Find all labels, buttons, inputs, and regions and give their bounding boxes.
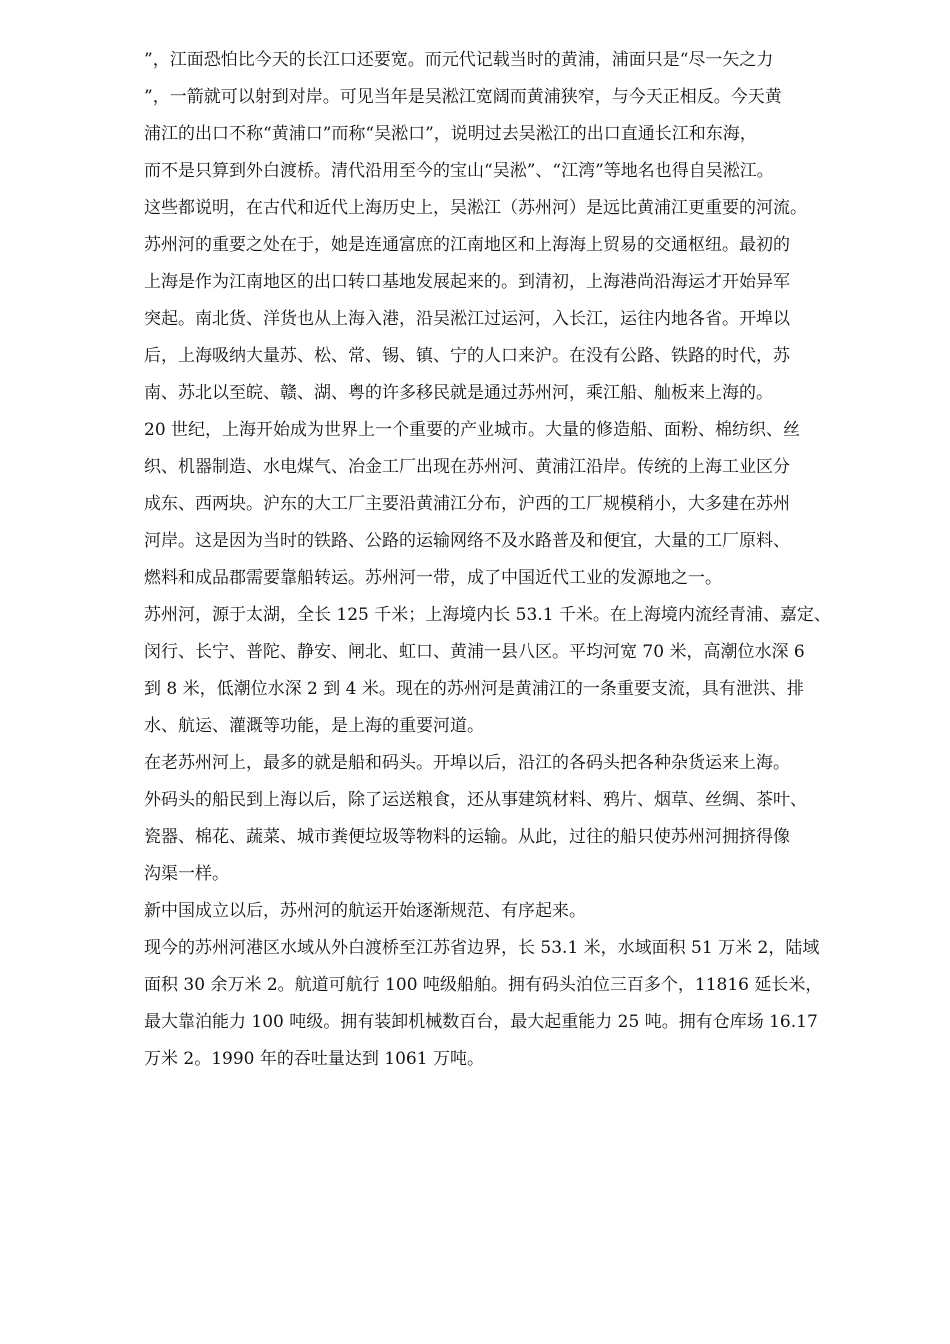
paragraph-3 bbox=[144, 412, 884, 597]
text-line: 苏州河的重要之处在于，她是连通富庶的江南地区和上海海上贸易的交通枢纽。最初的 bbox=[144, 235, 790, 255]
paragraph-7 bbox=[144, 930, 884, 1078]
text-line: 苏州河，源于太湖，全长 125 千米；上海境内长 53.1 千米。在上海境内流经青浦、嘉定、 bbox=[144, 605, 831, 625]
text-line: ”，一箭就可以射到对岸。可见当年是吴淞江宽阔而黄浦狭窄，与今天正相反。今天黄 bbox=[144, 87, 782, 107]
text-line: 万米 2。1990 年的吞吐量达到 1061 万吨。 bbox=[144, 1049, 484, 1069]
paragraph-5 bbox=[144, 745, 884, 893]
text-line: 南、苏北以至皖、赣、湖、粤的许多移民就是通过苏州河，乘江船、舢板来上海的。 bbox=[144, 383, 773, 403]
text-line: 而不是只算到外白渡桥。清代沿用至今的宝山“吴淞”、“江湾”等地名也得自吴淞江。 bbox=[144, 161, 774, 181]
text-line: 在老苏州河上，最多的就是船和码头。开埠以后，沿江的各码头把各种杂货运来上海。 bbox=[144, 753, 790, 773]
text-line: 后，上海吸纳大量苏、松、常、锡、镇、宁的人口来沪。在没有公路、铁路的时代，苏 bbox=[144, 346, 790, 366]
text-line: 上海是作为江南地区的出口转口基地发展起来的。到清初，上海港尚沿海运才开始异军 bbox=[144, 272, 790, 292]
paragraph-6 bbox=[144, 893, 884, 930]
text-line: 外码头的船民到上海以后，除了运送粮食，还从事建筑材料、鸦片、烟草、丝绸、茶叶、 bbox=[144, 790, 807, 810]
paragraph-4 bbox=[144, 597, 884, 745]
text-line: 成东、西两块。沪东的大工厂主要沿黄浦江分布，沪西的工厂规模稍小，大多建在苏州 bbox=[144, 494, 790, 514]
text-line: 这些都说明，在古代和近代上海历史上，吴淞江（苏州河）是远比黄浦江更重要的河流。 bbox=[144, 198, 807, 218]
text-line: 河岸。这是因为当时的铁路、公路的运输网络不及水路普及和便宜，大量的工厂原料、 bbox=[144, 531, 790, 551]
text-line: 20 世纪，上海开始成为世界上一个重要的产业城市。大量的修造船、面粉、棉纺织、丝 bbox=[144, 420, 801, 440]
text-line: 瓷器、棉花、蔬菜、城市粪便垃圾等物料的运输。从此，过往的船只使苏州河拥挤得像 bbox=[144, 827, 790, 847]
document-page bbox=[144, 42, 884, 1078]
text-line: 闵行、长宁、普陀、静安、闸北、虹口、黄浦一县八区。平均河宽 70 米，高潮位水深 6 bbox=[144, 642, 805, 662]
text-line: 最大靠泊能力 100 吨级。拥有装卸机械数百台，最大起重能力 25 吨。拥有仓库场 16.17 bbox=[144, 1012, 818, 1032]
text-line: 到 8 米，低潮位水深 2 到 4 米。现在的苏州河是黄浦江的一条重要支流，具有泄洪、排 bbox=[144, 679, 804, 699]
paragraph-1 bbox=[144, 42, 884, 227]
text-line: 现今的苏州河港区水域从外白渡桥至江苏省边界，长 53.1 米，水域面积 51 万米 2，陆域 bbox=[144, 938, 820, 958]
text-line: 沟渠一样。 bbox=[144, 864, 229, 884]
text-line: 织、机器制造、水电煤气、冶金工厂出现在苏州河、黄浦江沿岸。传统的上海工业区分 bbox=[144, 457, 790, 477]
paragraph-2 bbox=[144, 227, 884, 412]
text-line: 面积 30 余万米 2。航道可航行 100 吨级船舶。拥有码头泊位三百多个，11816 延长米， bbox=[144, 975, 823, 995]
text-line: ”，江面恐怕比今天的长江口还要宽。而元代记载当时的黄浦，浦面只是“尽一矢之力 bbox=[144, 50, 774, 70]
text-line: 突起。南北货、洋货也从上海入港，沿吴淞江过运河，入长江，运往内地各省。开埠以 bbox=[144, 309, 790, 329]
text-line: 水、航运、灌溉等功能，是上海的重要河道。 bbox=[144, 716, 484, 736]
text-line: 燃料和成品郡需要靠船转运。苏州河一带，成了中国近代工业的发源地之一。 bbox=[144, 568, 722, 588]
text-line: 浦江的出口不称“黄浦口”而称“吴淞口”，说明过去吴淞江的出口直通长江和东海， bbox=[144, 124, 757, 144]
text-line: 新中国成立以后，苏州河的航运开始逐渐规范、有序起来。 bbox=[144, 901, 586, 921]
